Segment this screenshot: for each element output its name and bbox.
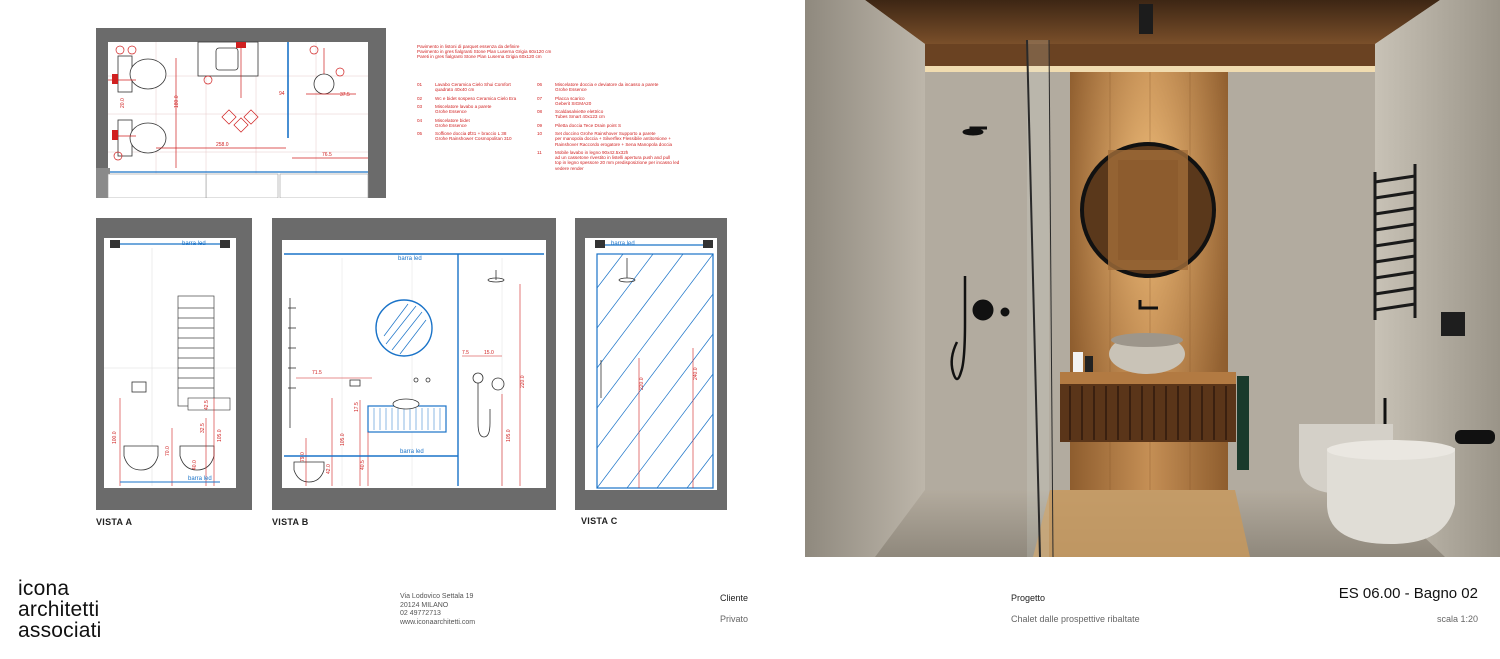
legend-text: Lavabo Ceramica Cielo Shui Comfort: [435, 82, 511, 87]
vista-b-led-top: barra led: [398, 256, 422, 262]
legend-text: Grohe Essence: [435, 109, 467, 115]
legend-item: [537, 109, 707, 119]
vista-b-dim: 7.5: [462, 350, 469, 356]
vista-b-dim: 105.0: [340, 433, 346, 446]
vista-c-led-top: barra led: [611, 241, 635, 247]
legend-text: Mobile lavabo in legno 90x42.5x32h: [555, 149, 629, 155]
legend-num: 07: [537, 95, 543, 101]
legend-item: [537, 131, 707, 147]
vista-a-led-top: barra led: [182, 241, 206, 247]
legend-text: Set doccino Grohe Rainshover Supporto a parete: [555, 131, 656, 137]
vista-c-dim: 240.0: [693, 367, 699, 380]
plan-dim-94: 94: [279, 91, 285, 97]
legend-text: Grohe Essence: [435, 122, 467, 128]
vista-c-dim: 220.0: [639, 377, 645, 390]
plan-wall-top: [96, 28, 386, 42]
legend-num: 10: [537, 131, 543, 137]
legend-text: Piletta doccia Tece Drain point S: [555, 122, 622, 128]
vista-b-dim: 40.5: [360, 460, 366, 470]
legend-num: 08: [537, 109, 543, 115]
plan-sink: [198, 42, 258, 76]
render-flush-plate: [1441, 312, 1465, 336]
vista-a-elevation: [96, 218, 252, 510]
legend-text: Geberit SIGMA20: [555, 100, 592, 106]
company-address: [400, 593, 475, 627]
vista-b-dim: 79.0: [300, 452, 306, 462]
logo-line: architetti: [18, 598, 100, 621]
vista-a-dim: 40.0: [192, 460, 198, 470]
legend-text: Miscelatore lavabo a parete: [435, 103, 492, 109]
vista-b-dim: 42.0: [326, 464, 332, 474]
logo-line: associati: [18, 619, 102, 642]
legend-text: Placca scarico: [555, 95, 585, 101]
vista-a-dim: 100.0: [112, 431, 118, 444]
legend-text: Soffione doccia Ø31 + braccio L 38: [435, 131, 507, 137]
plan-wall-right: [368, 28, 386, 198]
address-line: Via Lodovico Settala 19: [400, 593, 474, 600]
legend-text: Grohe Rainshower Cosmopolitan 310: [435, 136, 512, 142]
legend-item: [417, 131, 557, 141]
legend-num: 01: [417, 82, 423, 87]
legend-item: [537, 96, 707, 106]
legend-text: Scaldasalviette elettrico: [555, 109, 604, 115]
plan-legend: [417, 44, 717, 184]
vista-a-dim: 42.5: [204, 400, 210, 410]
render-hand-towel: [1237, 376, 1249, 470]
legend-num: 11: [537, 149, 542, 155]
vista-a-dim: 105.0: [217, 429, 223, 442]
legend-text: per manopola doccia + Silverflex Flessibile antitorsione +: [555, 136, 671, 142]
room-notes: [417, 44, 551, 60]
bathroom-render: [805, 0, 1500, 557]
plan-dim-37: 37.5: [340, 92, 350, 98]
legend-item: [417, 82, 557, 92]
plan-dim-76: 76.5: [322, 152, 332, 158]
vista-b-dim: 71.5: [312, 370, 322, 376]
render-mirror: [1082, 144, 1214, 276]
legend-num: 02: [417, 95, 423, 101]
address-line: www.iconaarchitetti.com: [400, 618, 476, 626]
plan-wall-left: [96, 28, 108, 178]
vista-b-led-bottom: barra led: [400, 449, 424, 455]
room-note: Pareti in gres fialgranti Stone Plan Luserna Grigia 60x120 cm: [417, 54, 542, 60]
legend-item: [537, 123, 707, 128]
legend-item: [537, 82, 707, 92]
legend-num: 09: [537, 122, 543, 128]
legend-text: Miscelatore bidet: [435, 117, 470, 123]
render-left-wall: [805, 0, 925, 557]
legend-text: Tubes Smart 40x123 cm: [555, 114, 605, 120]
legend-text: Grohe Essence: [555, 87, 587, 93]
vista-b-dim: 17.5: [354, 402, 360, 412]
plan-dim-180: 180.0: [174, 95, 180, 108]
sheet-title: ES 06.00 - Bagno 02: [1338, 585, 1478, 602]
cliente-label: Cliente: [720, 593, 749, 603]
floor-plan: [96, 28, 386, 198]
legend-text: ad un cassetone rivestito in listelli apertura push and pull: [555, 155, 671, 161]
legend-text: Wc e bidet sospeso Ceramica Cielo Era: [435, 95, 517, 101]
vista-c-label: VISTA C: [581, 516, 618, 526]
progetto-value: Chalet dalle prospettive ribaltate: [1011, 614, 1140, 624]
vista-a-flush-plate: [132, 382, 146, 392]
vista-b-dim: 105.0: [506, 429, 512, 442]
vista-b-dim: 15.0: [484, 350, 494, 356]
vista-a-dim: 32.5: [200, 423, 206, 433]
room-note: Pavimento in gres fialgranti Stone Plan Luserna Grigia 60x120 cm: [417, 49, 552, 55]
legend-text: vedere render: [555, 165, 584, 171]
legend-item: [417, 104, 557, 114]
legend-text: top in legno spessore 20 mm predisposizione per incasso led: [555, 160, 680, 166]
legend-item: [417, 96, 557, 101]
render-wc: [1327, 440, 1455, 544]
logo-line: icona: [18, 577, 70, 600]
render-paper-holder: [1455, 430, 1495, 444]
vista-b-dim: 220.0: [520, 375, 526, 388]
legend-item: [417, 118, 557, 128]
legend-num: 06: [537, 82, 543, 87]
vista-b-elevation: [272, 218, 556, 510]
legend-column-right: [537, 82, 707, 174]
drawing-scale: scala 1:20: [1436, 614, 1478, 624]
render-ceiling-beam: [925, 44, 1375, 66]
legend-text: Rainshover Raccordo erogatore + Sena Manopola doccia: [555, 141, 673, 147]
legend-num: 04: [417, 117, 423, 123]
legend-item: [537, 150, 707, 171]
plan-dim-258: 258.0: [216, 142, 229, 148]
legend-text: quadrato 40x40 cm: [435, 87, 475, 93]
vista-a-led-bottom: barra led: [188, 476, 212, 482]
room-note: Pavimento in listoni di parquet essenza da definire: [417, 44, 520, 49]
company-logo: [18, 578, 102, 641]
plan-dim-20: 20.0: [120, 98, 126, 108]
progetto-label: Progetto: [1011, 593, 1046, 603]
address-line: 20124 MILANO: [400, 601, 449, 609]
cliente-value: Privato: [720, 614, 749, 624]
legend-num: 03: [417, 103, 423, 109]
legend-num: 05: [417, 131, 423, 137]
plan-shower-tray: [314, 74, 334, 94]
address-line: 02 49772713: [400, 610, 441, 618]
vista-b-label: VISTA B: [272, 517, 309, 527]
vista-a-dim: 70.0: [165, 446, 171, 456]
legend-column-left: [417, 82, 557, 145]
vista-a-label: VISTA A: [96, 517, 133, 527]
vista-b-mirror: [376, 300, 432, 356]
title-block: [0, 560, 1500, 659]
vista-c-elevation: [575, 218, 727, 510]
render-spotlight: [1139, 4, 1153, 34]
legend-text: Miscelatore doccia e deviatore da incasso a parete: [555, 82, 659, 87]
